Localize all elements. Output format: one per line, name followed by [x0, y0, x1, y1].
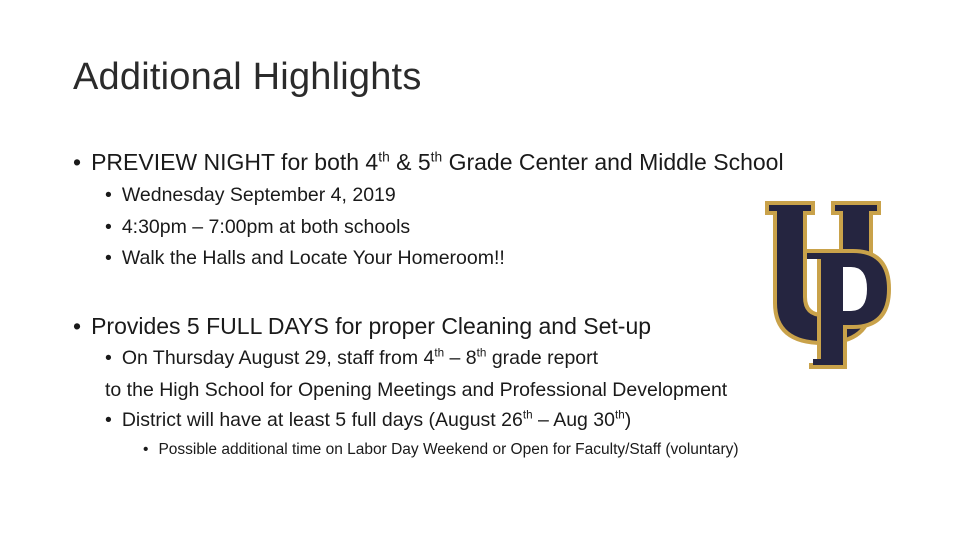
sub-bullet-homeroom: • Walk the Halls and Locate Your Homeroom!! [105, 247, 505, 269]
sub-bullet-district: • District will have at least 5 full days (August 26th – Aug 30th) [105, 408, 632, 431]
sub-bullet-date: • Wednesday September 4, 2019 [105, 184, 396, 206]
bullet-full-days: • Provides 5 FULL DAYS for proper Cleaning and Set-up [73, 313, 652, 339]
sub-bullet-time: • 4:30pm – 7:00pm at both schools [105, 216, 411, 238]
up-monogram-logo [763, 193, 893, 373]
sub-sub-bullet-labor-day: • Possible additional time on Labor Day Weekend or Open for Faculty/Staff (voluntary) [143, 441, 739, 458]
sub-bullet-thursday-continued: to the High School for Opening Meetings and Professional Development [105, 379, 728, 401]
bullet-char: • [73, 149, 82, 175]
slide-title: Additional Highlights [73, 56, 422, 98]
bullet-preview-night: • PREVIEW NIGHT for both 4th & 5th Grade Center and Middle School [73, 149, 784, 175]
sub-bullet-thursday: • On Thursday August 29, staff from 4th – 8th grade report [105, 346, 599, 369]
